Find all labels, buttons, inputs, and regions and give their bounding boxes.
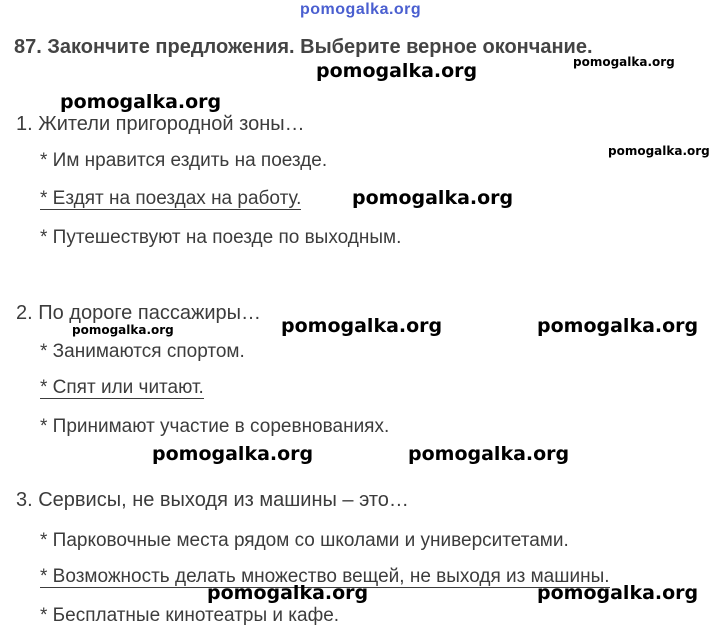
watermark: pomogalka.org [537, 315, 699, 337]
watermark: pomogalka.org [408, 443, 570, 465]
watermark: pomogalka.org [60, 91, 222, 113]
q3-option-3: * Бесплатные кинотеатры и кафе. [40, 605, 340, 626]
question-2: 2. По дороге пассажиры… [16, 302, 261, 324]
watermark: pomogalka.org [281, 315, 443, 337]
q1-option-3: * Путешествуют на поезде по выходным. [40, 227, 402, 248]
q3-option-2-correct: * Возможность делать множество вещей, не выходя из машины. [40, 566, 610, 587]
watermark: pomogalka.org [207, 582, 369, 604]
question-1: 1. Жители пригородной зоны… [16, 113, 305, 135]
q3-option-1: * Парковочные места рядом со школами и университетами. [40, 530, 569, 551]
watermark: pomogalka.org [72, 323, 174, 337]
q2-option-1: * Занимаются спортом. [40, 341, 245, 362]
watermark: pomogalka.org [316, 60, 478, 82]
question-3: 3. Сервисы, не выходя из машины – это… [16, 489, 409, 511]
q1-option-1: * Им нравится ездить на поезде. [40, 150, 328, 171]
q1-option-2-correct: * Ездят на поездах на работу. [40, 188, 302, 209]
watermark: pomogalka.org [573, 55, 675, 69]
q2-option-3: * Принимают участие в соревнованиях. [40, 416, 390, 437]
exercise-title: 87. Закончите предложения. Выберите верное окончание. [14, 36, 593, 58]
watermark: pomogalka.org [352, 187, 514, 209]
watermark: pomogalka.org [608, 144, 710, 158]
watermark: pomogalka.org [537, 582, 699, 604]
top-watermark: pomogalka.org [300, 1, 422, 18]
watermark: pomogalka.org [152, 443, 314, 465]
q2-option-2-correct: * Спят или читают. [40, 377, 204, 398]
